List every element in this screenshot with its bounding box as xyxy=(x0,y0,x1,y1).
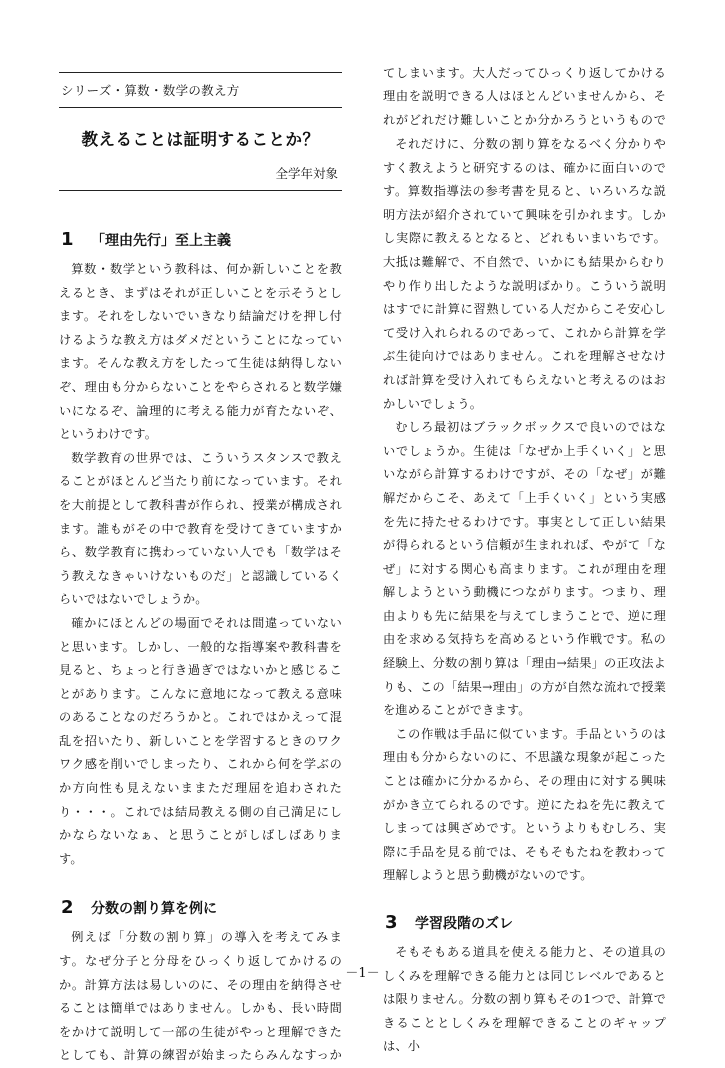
section-title: 学習段階のズレ xyxy=(415,916,513,932)
paragraph-continued xyxy=(383,62,666,133)
paragraph: 数学教育の世界では、こういうスタンスで教えることがほとんど当たり前になっています。それを大前提として教科書が作られ、授業が構成されます。誰もがその中で教育を受けてきていますから、数学教育に携わっていない人でも「数学はそう教えなきゃいけないものだ」と認識しているくらいではないでしょうか。 xyxy=(59,450,342,607)
paragraph: 確かにほとんどの場面でそれは間違っていないと思います。しかし、一般的な指導案や教科書を見ると、ちょっと行き過ぎではないかと感じることがあります。こんなに意地になって教える意味のあることなのだろうかと。これではかえって混乱を招いたり、新しいことを学習するときのワクワク感を削いでしまったり、これから何を学ぶのか方向性も見えないままただ理屈を追わされたり・・・。これでは結局教える側の自己満足にしかならないなぁ、と思うことがしばしばあります。 xyxy=(59,615,342,866)
series-label: シリーズ・算数・数学の教え方 xyxy=(59,72,342,108)
section-heading-2 xyxy=(59,897,342,918)
page-title: 教えることは証明することか？ xyxy=(81,130,320,149)
section-number: 2 xyxy=(61,897,74,919)
paragraph: 算数・数学という教科は、何か新しいことを教えるとき、まずはそれが正しいことを示そうとします。それをしないでいきなり結論だけを押し付けるような教え方はダメだということになっています。そんな教え方をしたって生徒は納得しないぞ、理由も分からないことをやらされると数学嫌いになるぞ、論理的に考える能力が育たないぞ、というわけです。 xyxy=(59,262,342,442)
page-number: －1－ xyxy=(345,966,380,981)
section-number: 3 xyxy=(385,912,398,933)
paragraph: そもそもある道具を使える能力と、その道具のしくみを理解できる能力とは同じレベルであるとは限りません。分数の割り算もその1つで、計算できることとしくみを理解できることのギャップは、小 xyxy=(383,945,666,1054)
right-column xyxy=(383,62,666,1059)
section-heading-1 xyxy=(59,229,342,250)
section-number: 1 xyxy=(61,229,74,250)
paragraph: それだけに、分数の割り算をなるべく分かりやすく教えようと研究するのは、確かに面白いのです。算数指導法の参考書を見ると、いろいろな説明方法が紹介されていて興味を引かれます。しかし実際に教えるとなると、どれもいまいちです。大抵は難解で、不自然で、いかにも結果からむりやり作り出したような説明ばかり。こういう説明はすでに計算に習熟している人だからこそ安心して受け入れられるのであって、これから計算を学ぶ生徒向けではありません。これを理解させなければ計算を受け入れてもらえないと考えるのはおかしいでしょう。 xyxy=(383,137,666,411)
paragraph: この作戦は手品に似ています。手品というのは理由も分からないのに、不思議な現象が起こったことは確かに分かるから、その理由に対する興味がかき立てられるのです。逆にたねを先に教えてしまっては興ざめです。というよりもむしろ、実際に手品を見る前では、そもそもたねを教わって理解しようと思う動機がないのです。 xyxy=(383,726,666,883)
left-column xyxy=(59,62,342,1068)
section-heading-3 xyxy=(383,912,666,933)
paragraph-continuation: てしまいます。大人だってひっくり返してかける理由を説明できる人はほとんどいませんから、それがどれだけ難しいことか分かろうというもので xyxy=(383,65,666,127)
target-audience: 全学年対象 xyxy=(59,164,342,191)
paragraph: 例えば「分数の割り算」の導入を考えてみます。なぜ分子と分母をひっくり返してかけるのか。計算方法は易しいのに、その理由を納得させることは簡単ではありません。しかも、長い時間をかけて説明して一部の生徒がやっと理解できたとしても、計算の練習が始まったらみんなすっか xyxy=(59,930,342,1063)
paragraph: むしろ最初はブラックボックスで良いのではないでしょうか。生徒は「なぜか上手くいく」と思いながら計算するわけですが、その「なぜ」が難解だからこそ、あえて「上手くいく」という実感を先に持たせるわけです。事実として正しい結果が得られるという信頼が生まれれば、やがて「なぜ」に対する関心も高まります。これが理由を理解しようという動機につながります。つまり、理由よりも先に結果を与えてしまうことで、逆に理由を求める気持ちを高めるという作戦です。私の経験上、分数の割り算は「理由→結果」の正攻法よりも、この「結果→理由」の方が自然な流れで授業を進めることができます。 xyxy=(383,420,666,718)
section-title: 分数の割り算を例に xyxy=(91,901,217,918)
section-title: 「理由先行」至上主義 xyxy=(91,233,231,249)
